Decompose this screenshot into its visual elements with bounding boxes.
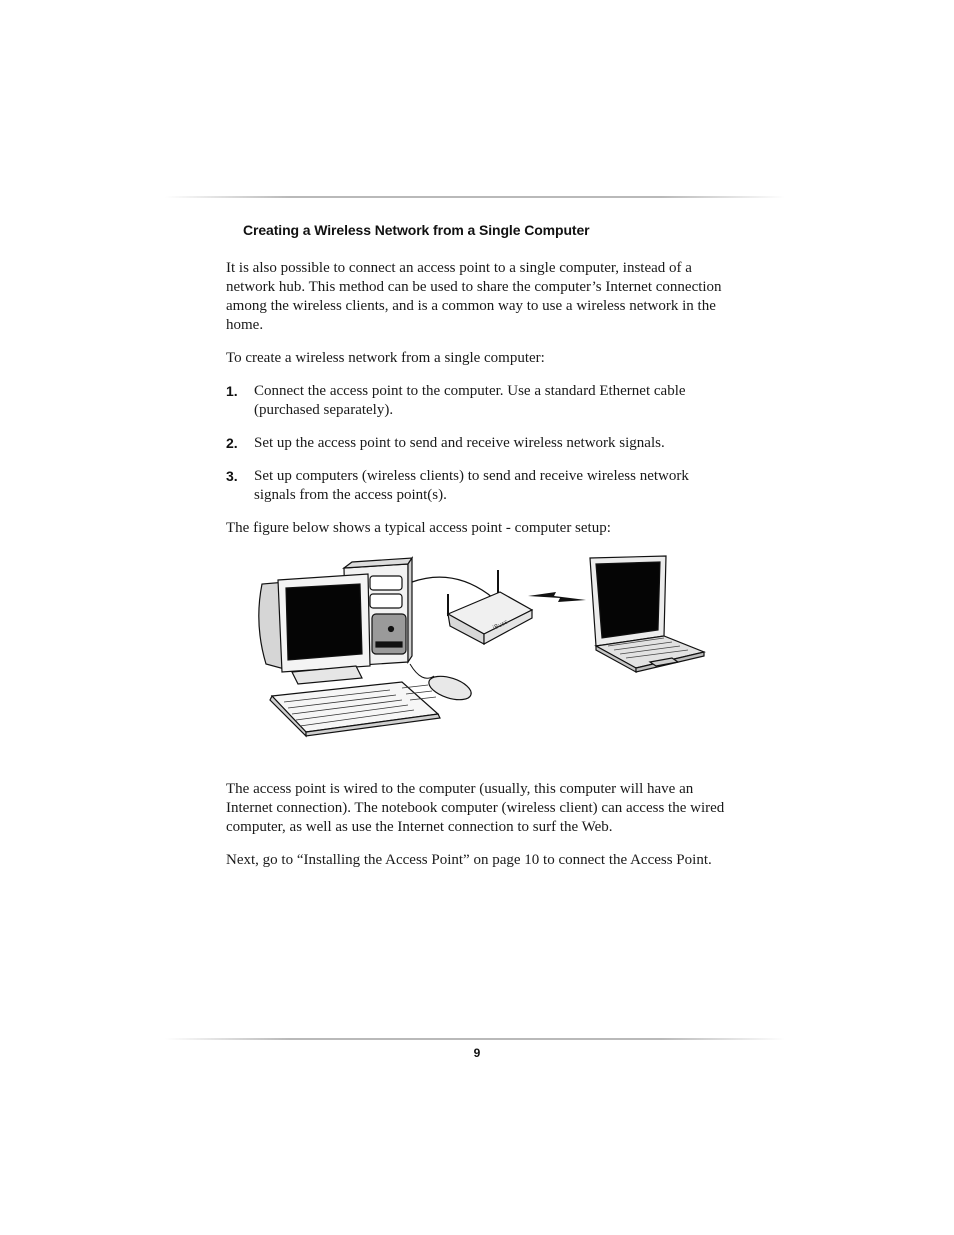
access-point-illustration [448,570,532,644]
steps-list [226,382,732,505]
step-number: 2. [226,435,238,451]
bottom-rule [165,1038,785,1040]
wireless-signal-icon [528,592,586,602]
figure-intro: The figure below shows a typical access point - computer setup: [226,520,611,536]
section-heading: Creating a Wireless Network from a Single Computer [243,222,590,238]
laptop-illustration [590,556,704,672]
access-point-brand-label: iBuss [491,618,510,632]
intro-paragraph: It is also possible to connect an access point to a single computer, instead of a network hub. This method can be used to share the computer’s Internet connection among the wireless clients, and is a common way to use a wireless network in the home. [226,260,722,333]
step-number: 1. [226,383,238,399]
explanation-paragraph: The access point is wired to the computer (usually, this computer will have an Internet connection). The notebook computer (wireless client) can access the wired computer, as well as use the Internet connection to surf the Web. [226,781,725,835]
step-text: Connect the access point to the computer. Use a standard Ethernet cable (purchased separately). [254,383,686,418]
step-number: 3. [226,468,238,484]
page-number: 9 [473,1046,481,1060]
step-text: Set up computers (wireless clients) to send and receive wireless network signals from the access point(s). [254,468,689,503]
step-text: Set up the access point to send and receive wireless network signals. [254,435,665,451]
desktop-computer-illustration [259,558,474,736]
network-figure [226,554,732,780]
network-setup-illustration [252,554,712,774]
top-rule [165,196,785,198]
step-item [226,467,732,505]
steps-intro: To create a wireless network from a single computer: [226,350,545,366]
next-step-paragraph: Next, go to “Installing the Access Point” on page 10 to connect the Access Point. [226,852,712,868]
page-content [226,222,732,884]
step-item [226,382,732,420]
step-item [226,434,732,453]
